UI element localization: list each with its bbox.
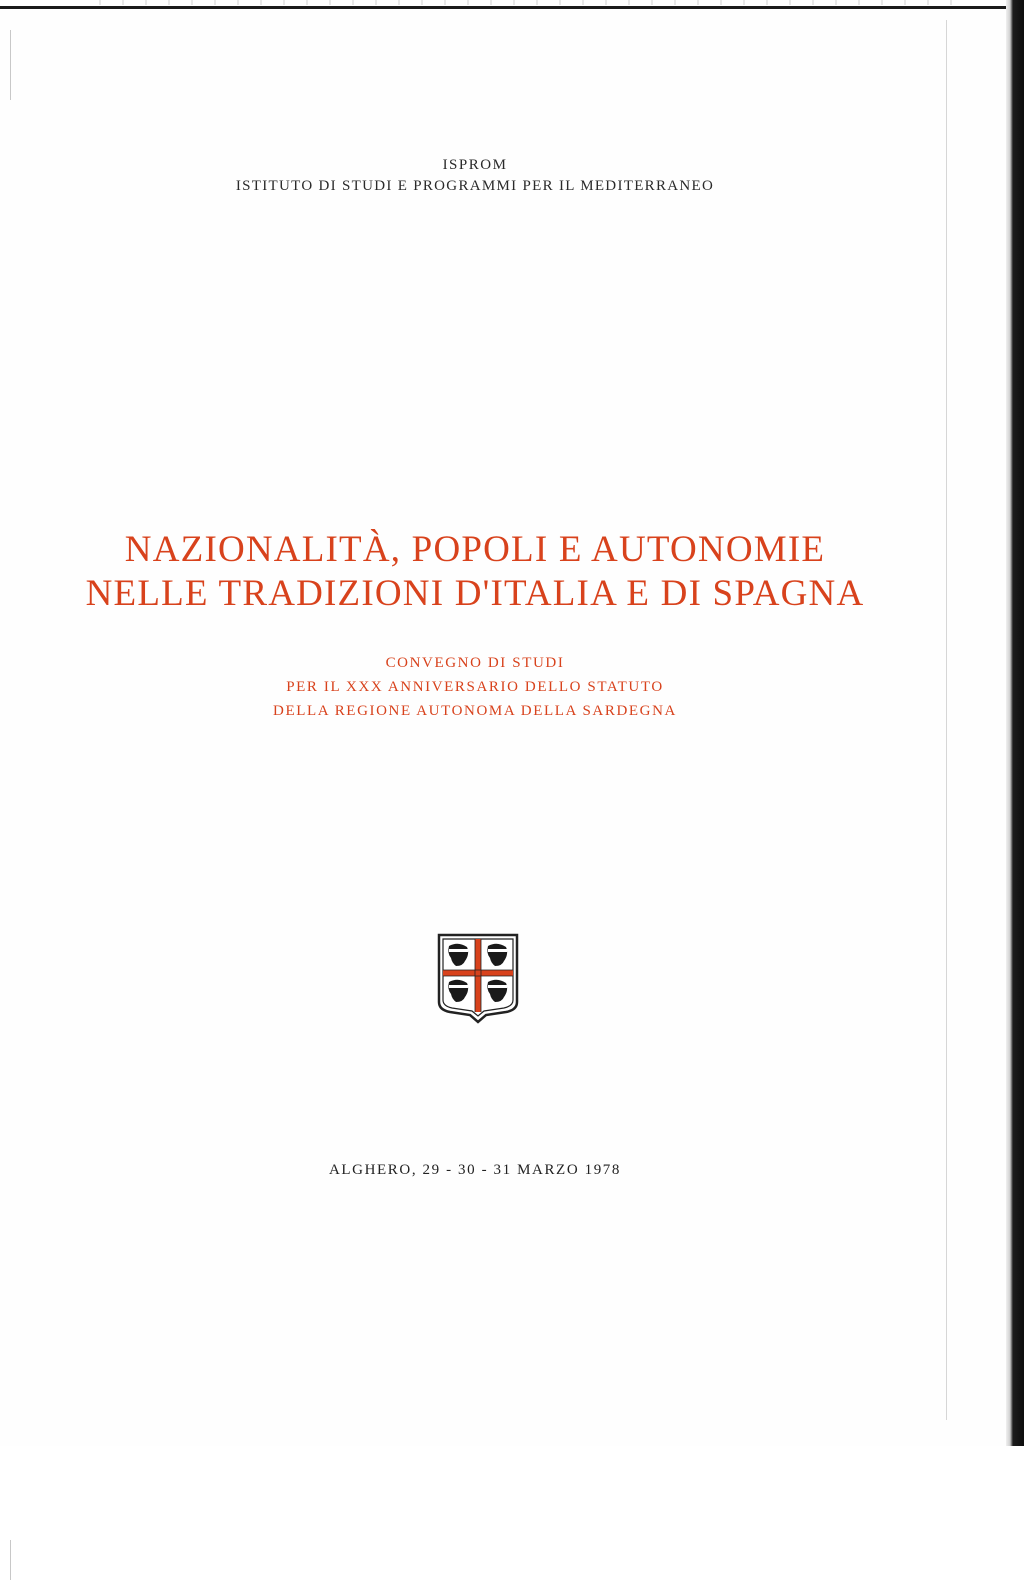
title-line-1: NAZIONALITÀ, POPOLI E AUTONOMIE — [124, 529, 826, 570]
scan-edge-shadow — [1006, 0, 1024, 1446]
scan-mark — [10, 30, 11, 100]
top-border — [0, 6, 1024, 9]
place-and-date: ALGHERO, 29 - 30 - 31 MARZO 1978 — [328, 1162, 622, 1178]
scan-noise — [90, 0, 960, 5]
subtitle-line-1: CONVEGNO DI STUDI — [385, 655, 565, 671]
sardinia-four-moors-coat-of-arms-icon — [436, 932, 520, 1024]
book-subtitle — [0, 651, 950, 723]
scan-mark — [10, 1540, 11, 1580]
book-title — [0, 528, 950, 616]
subtitle-line-3: DELLA REGIONE AUTONOMA DELLA SARDEGNA — [273, 703, 677, 719]
header — [0, 157, 950, 195]
institute-acronym: ISPROM — [442, 157, 508, 173]
title-line-2: NELLE TRADIZIONI D'ITALIA E DI SPAGNA — [85, 573, 865, 614]
subtitle-line-2: PER IL XXX ANNIVERSARIO DELLO STATUTO — [286, 679, 664, 695]
institute-name: ISTITUTO DI STUDI E PROGRAMMI PER IL MEDITERRANEO — [235, 178, 715, 194]
